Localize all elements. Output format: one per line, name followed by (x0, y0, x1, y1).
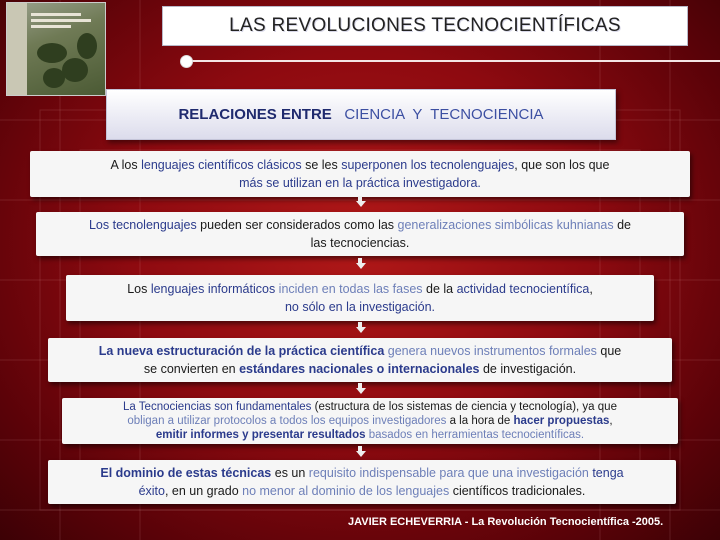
flow-arrow-5-head (356, 451, 366, 457)
citation-footer: JAVIER ECHEVERRIA - La Revolución Tecnocientífica -2005. (348, 516, 664, 528)
statement-box-2 (36, 212, 684, 256)
flow-arrow-3-head (356, 327, 366, 333)
statement-box-6 (48, 460, 676, 504)
flow-arrow-1-head (356, 201, 366, 207)
heading-part2: CIENCIA Y TECNOCIENCIA (344, 106, 544, 123)
statement-1-line-2: más se utilizan en la práctica investigadora. (239, 176, 481, 190)
statement-6-line-1: El dominio de estas técnicas es un requisito indispensable para que una investigación tenga (100, 466, 624, 480)
statement-box-1 (30, 151, 690, 197)
statement-5-line-2: obligan a utilizar protocolos a todos los equipos investigadores a la hora de hacer propuestas, (127, 415, 613, 427)
statement-2-line-1: Los tecnolenguajes pueden ser considerados como las generalizaciones simbólicas kuhnianas de (88, 218, 632, 232)
page-title (162, 6, 688, 46)
heading-part1: RELACIONES ENTRE (178, 106, 345, 123)
title-divider (188, 60, 720, 62)
statement-4-line-1: La nueva estructuración de la práctica científica genera nuevos instrumentos formales que (98, 344, 622, 358)
statement-3-line-2: no sólo en la investigación. (284, 300, 436, 314)
title-divider-dot (180, 55, 193, 68)
statement-box-5 (62, 398, 678, 444)
statement-5-line-3: emitir informes y presentar resultados basados en herramientas tecnocientíficas. (155, 429, 585, 441)
book-cover-image (6, 2, 106, 96)
statement-6-line-2: éxito, en un grado no menor al dominio de los lenguajes científicos tradicionales. (138, 484, 586, 498)
section-heading (106, 89, 616, 140)
statement-3-line-1: Los lenguajes informáticos inciden en todas las fases de la actividad tecnocientífica, (127, 282, 593, 296)
flow-arrow-2-head (356, 263, 366, 269)
page-title-text: LAS REVOLUCIONES TECNOCIENTÍFICAS (229, 15, 621, 36)
statement-box-4 (48, 338, 672, 382)
flow-arrow-4-head (356, 388, 366, 394)
statement-4-line-2: se convierten en estándares nacionales o internacionales de investigación. (143, 362, 577, 376)
statement-5-line-1: La Tecnociencias son fundamentales (estructura de los sistemas de ciencia y tecnología), ya que (123, 401, 617, 413)
statement-box-3 (66, 275, 654, 321)
statement-1-line-1: A los lenguajes científicos clásicos se les superponen los tecnolenguajes, que son los que (110, 158, 610, 172)
statement-2-line-2: las tecnociencias. (310, 236, 410, 250)
